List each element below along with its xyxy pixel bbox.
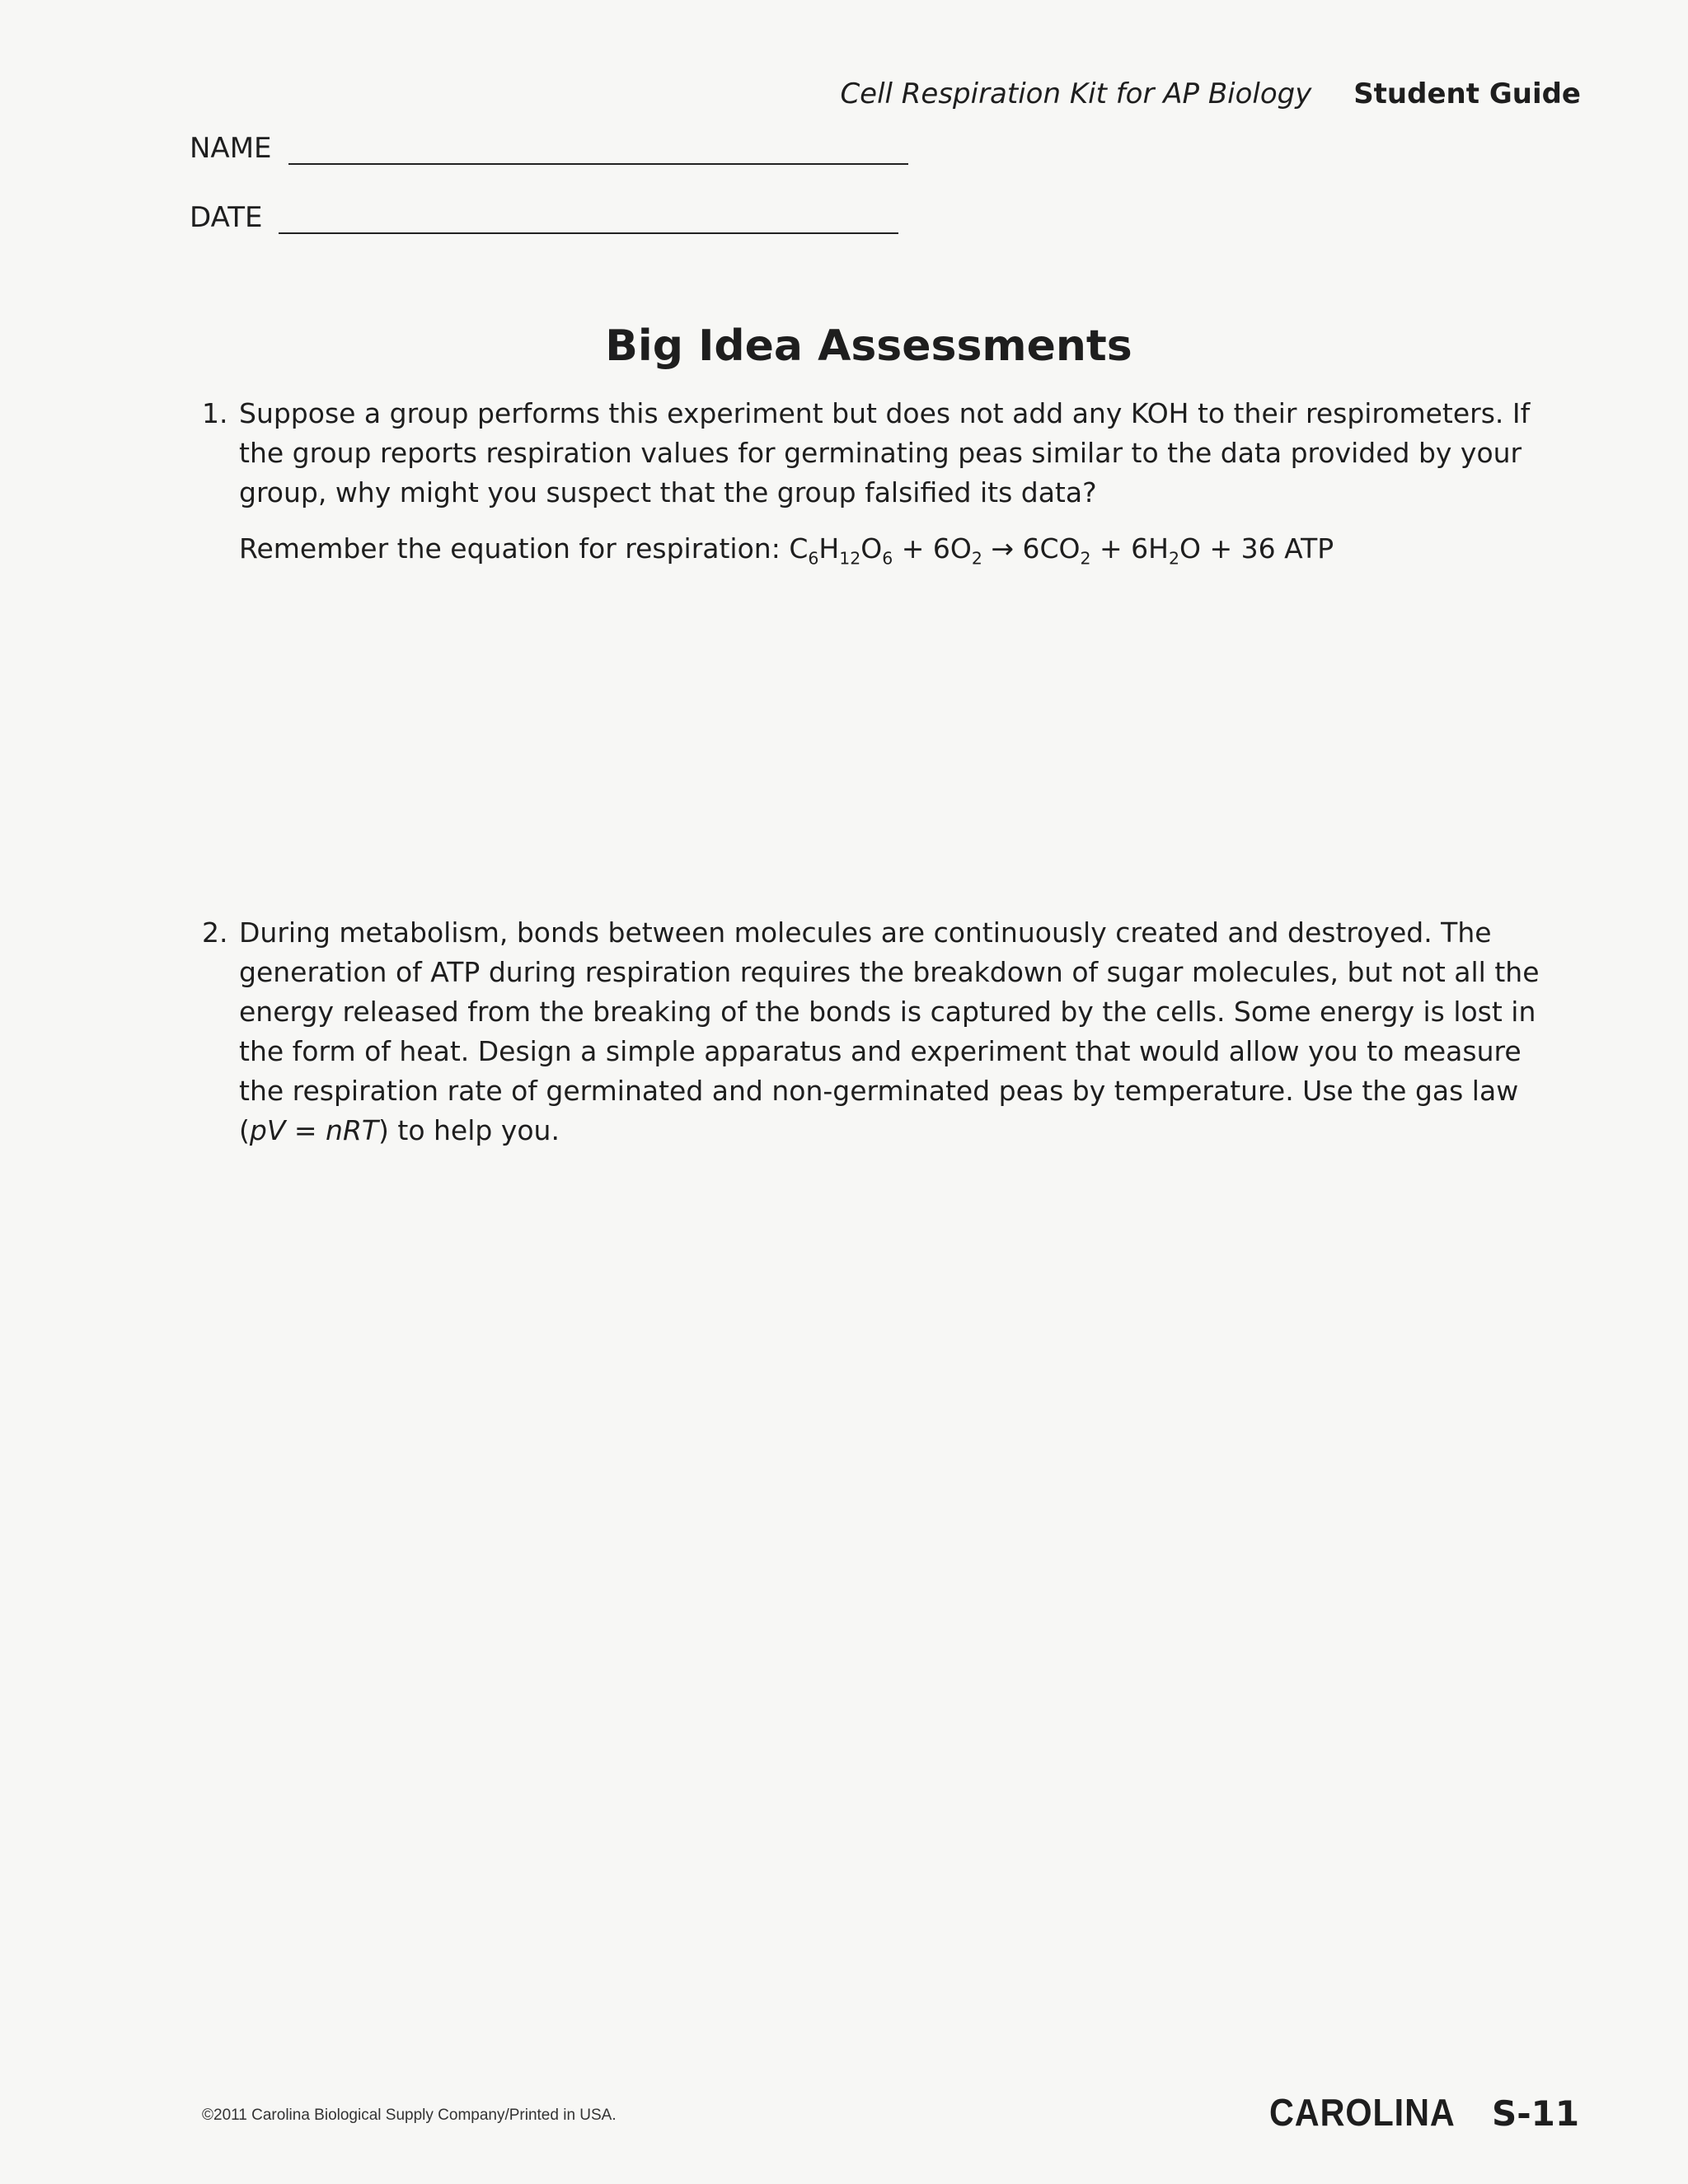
question-number: 2. xyxy=(202,916,228,949)
question-1 xyxy=(202,394,1554,579)
copyright-notice: ©2011 Carolina Biological Supply Company/Printed in USA. xyxy=(202,2107,617,2124)
guide-label: Student Guide xyxy=(1353,77,1581,110)
page-title: Big Idea Assessments xyxy=(605,321,1132,371)
question-text xyxy=(239,913,1554,1151)
gas-law-formula: pV = nRT xyxy=(249,1114,379,1146)
page-number: S-11 xyxy=(1492,2093,1580,2134)
question-text: Suppose a group performs this experiment but does not add any KOH to their respirometers. If the group reports respiration values for germinating peas similar to the data provided by your group, why might you suspect that the group falsified its data? xyxy=(239,397,1531,509)
question-2 xyxy=(202,913,1554,1151)
kit-title: Cell Respiration Kit for AP Biology xyxy=(840,77,1312,110)
carolina-logo: CAROLINA xyxy=(1269,2091,1456,2134)
question-text-after: ) to help you. xyxy=(378,1114,560,1146)
question-text-before: During metabolism, bonds between molecules are continuously created and destroyed. The generation of ATP during respiration requires the breakdown of sugar molecules, but not all the energy released from the breaking of the bonds is captured by the cells. Some energy is lost in the form of heat. Design a simple apparatus and experiment that would allow you to measure the respiration rate of germinated and non-germinated peas by temperature. Use the gas law ( xyxy=(239,916,1540,1146)
respiration-equation: $C_6H_{12}O_6 + 6O_2 \to 6CO_2 + 6H_2O + 36$ ATP xyxy=(789,532,1334,569)
name-blank-line[interactable] xyxy=(288,134,908,165)
name-label: NAME xyxy=(190,132,272,165)
question-number: 1. xyxy=(202,397,228,429)
page-header xyxy=(840,77,1581,110)
date-field xyxy=(190,201,898,234)
reminder-prefix: Remember the equation for respiration: xyxy=(239,532,790,565)
name-field xyxy=(190,132,908,165)
date-label: DATE xyxy=(190,201,263,234)
date-blank-line[interactable] xyxy=(279,203,898,234)
equation-reminder xyxy=(239,529,1554,579)
